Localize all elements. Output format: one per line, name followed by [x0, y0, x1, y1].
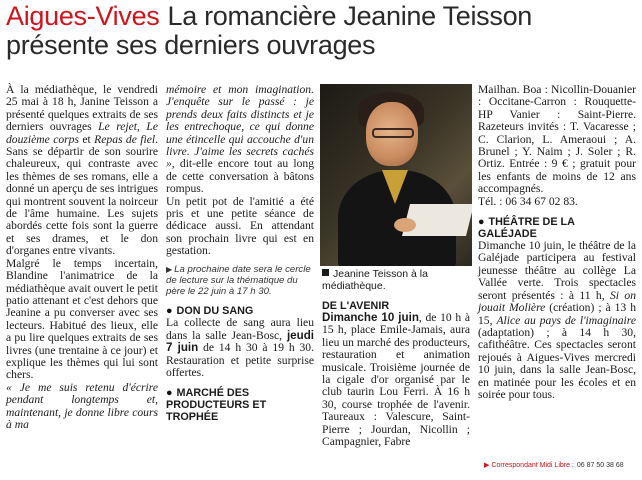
paragraph [166, 317, 314, 379]
show-title: Alice au pays de l'imaginaire [496, 313, 637, 327]
paragraph [6, 84, 158, 258]
section-heading-avenir: DE L'AVENIR [322, 300, 390, 312]
author-photo [320, 84, 472, 266]
text-run: . Sans se départir de son sourire chaleureux, qui contraste avec les thèmes de ses romans, elle a donné un aperçu de ses intrigues qui montrent souvent la noirceur de l'âme humaine. Les sujets abordés cette fois sont la guerre et ses drames, et le don d'organes entre vivants. [6, 132, 158, 258]
headline-title: La romancière Jeanine Teisson présente ses derniers ouvrages [6, 1, 533, 60]
article-column-3 [322, 300, 470, 448]
bullet-icon: ● [478, 216, 485, 229]
quote-paragraph: « Je me suis retenu d'écrire pendant longtemps et, maintenant, je donne libre cours à ma [6, 380, 158, 431]
article-column-4 [478, 84, 636, 401]
photo-caption: Jeanine Teisson à la médiathèque. [322, 268, 428, 292]
text-run: , [137, 120, 147, 134]
article-column-1 [6, 84, 158, 431]
note-text: La prochaine date sera le cercle de lecture sur la thématique du père le 22 juin à 17 h 30. [166, 263, 311, 298]
paragraph: Un petit pot de l'amitié a été pris et une petite séance de dédicace aussi. En attendant son prochain livre qui est en gestation. [166, 194, 314, 258]
book-title: Le douzième corps [6, 120, 158, 146]
text-run: , dit-elle encore tout au long de cette conversation à bâtons rompus. [166, 157, 314, 196]
bullet-icon: ● [166, 305, 173, 318]
text-run: de 14 h 30 à 19 h 30. Restauration et petite surprise offertes. [166, 341, 314, 379]
bullet-icon: ● [166, 387, 173, 400]
text-run: (création) ; à 13 h 15, [478, 301, 636, 327]
section-heading-galejade: ● THÉÂTRE DE LA GALÉJADE [478, 216, 575, 241]
headline-town: Aigues-Vives [6, 1, 160, 31]
paragraph: Mailhan. Boa : Nicollin-Douanier : Occitane-Carron : Rouquette-HP Vanier : Saint-Pierre. Razeteurs invités : T. Vacaresse ; C. Clarion, L. Ameraoui ; A. Brunel ; Y. Naim ; J. Soler ; R. Ortiz. Entrée : 9 € ; gratuit pour les enfants de moins de 12 ans accompagnés. [478, 83, 636, 196]
section-heading-don-du-sang: ● DON DU SANG [166, 305, 254, 318]
text-run: , de 10 h à 15 h, place Emile-Jamais, aura lieu un marché des producteurs, restauration et animation musicale. Troisième journée de la cigale d'or organisé par le club taurin Lou Ferri. À 16 h 30, course trophée de l'avenir. Taureaux : Valescure, Saint-Pierre ; Jourdan, Nicollin ; Campagnier, Fabre [322, 311, 470, 449]
date-bold: Dimanche 10 juin [322, 311, 419, 324]
article-column-2 [166, 84, 314, 423]
paragraph [322, 312, 470, 448]
square-bullet-icon [322, 269, 329, 276]
triangle-icon: ▶ [166, 264, 173, 274]
paragraph [166, 84, 314, 196]
show-title: Si on jouait Molière [478, 288, 636, 315]
book-title: Le rejet [98, 120, 138, 134]
book-title: Repas de fiel [94, 132, 156, 146]
text-run: Dimanche 10 juin, le théâtre de la Galéjade participera au festival jeunesse théâtre au collège La Vallée verte. Trois spectacles seront présentés : à 11 h, [478, 239, 636, 302]
date-bold: jeudi 7 juin [166, 328, 314, 355]
article-headline [6, 2, 636, 60]
text-run: et [78, 132, 95, 146]
text-run: (adaptation) ; à 14 h 30, cafithéâtre. Ces spectacles seront rejoués à Aigues-Vives mercredi 10 juin, dans la salle Jean-Bosc, en matinée pour les écoles et en soirée pour tous. [478, 325, 636, 401]
text-run: La collecte de sang aura lieu dans la salle Jean-Bosc, [166, 316, 314, 342]
paragraph: Malgré le temps incertain, Blandine l'animatrice de la médiathèque avait ouvert le petit patio attenant et c'est dehors que Jeanine a pu converser avec ses lecteurs. Habitué des lieux, elle a pu lire quelques extraits de ses livres (une trentaine à ce jour) et explique les thèmes qui lui sont chers. [6, 256, 158, 382]
correspondent-phone: 06 87 50 38 68 [576, 462, 624, 469]
correspondent-credit: ▶ Correspondant Midi Libre : 06 87 50 38 68 [484, 462, 624, 469]
section-heading-marche: ● MARCHÉ DES PRODUCTEURS ET TROPHÉE [166, 387, 267, 424]
triangle-icon: ▶ [484, 462, 490, 469]
paragraph [478, 240, 636, 401]
next-date-note [166, 264, 314, 298]
quote: mémoire et mon imagination. J'enquête sur le passé : je prends deux faits distincts et je les entrechoque, ce qui donne une étincelle qui accouche d'un livre. J'aime les secrets cachés » [166, 83, 314, 171]
phone-line: Tél. : 06 34 67 02 83. [478, 194, 578, 208]
text-run: À la médiathèque, le vendredi 25 mai à 18 h, Janine Teisson a présenté quelques extraits de ses derniers ouvrages [6, 83, 158, 134]
